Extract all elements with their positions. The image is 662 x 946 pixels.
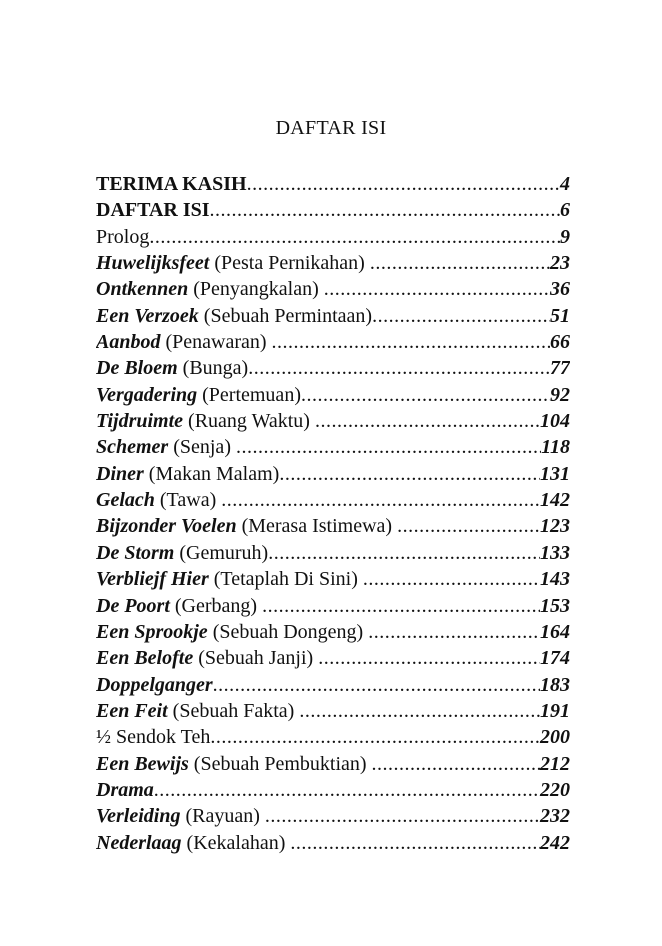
toc-entry-title: Een Sprookje [96, 620, 208, 643]
dot-leader [324, 276, 550, 302]
dot-leader [221, 487, 540, 513]
toc-entry [96, 329, 570, 355]
toc-entry-page-number: 232 [540, 805, 570, 828]
toc-entry-subtitle: (Gerbang) [169, 594, 263, 617]
toc-entry-page-number: 36 [550, 278, 570, 301]
toc-entry-subtitle: (Makan Malam) [143, 462, 280, 485]
toc-entry [96, 751, 570, 777]
toc-entry-title-group [96, 276, 324, 302]
page-title: DAFTAR ISI [275, 117, 387, 139]
dot-leader [370, 250, 550, 276]
toc-entry [96, 803, 570, 829]
toc-entry-page-number: 212 [540, 752, 570, 775]
toc-entry-subtitle: (Tetaplah Di Sini) [208, 568, 363, 591]
toc-entry-title-group [96, 540, 268, 566]
toc-entry-title-group [96, 698, 299, 724]
toc-entry-title: TERIMA KASIH [96, 173, 247, 195]
toc-entry-title-group [96, 645, 318, 671]
toc-entry-title: Gelach [96, 489, 155, 512]
toc-entry-subtitle: (Penawaran) [160, 331, 272, 354]
dot-leader [290, 830, 540, 856]
dot-leader [262, 593, 540, 619]
toc-entry-subtitle: (Rayuan) [180, 805, 265, 828]
toc-entry-title: De Poort [96, 594, 170, 617]
dot-leader [213, 672, 540, 698]
toc-entry-title-group [96, 355, 248, 381]
dot-leader [268, 540, 540, 566]
toc-entry-title-group [96, 513, 397, 539]
toc-entry [96, 672, 570, 698]
toc-entry-page-number: 4 [560, 173, 570, 195]
toc-entry-title: Schemer [96, 436, 169, 459]
toc-entry-subtitle: (Sebuah Dongeng) [207, 620, 369, 643]
dot-leader [149, 224, 560, 250]
toc-entry-title-group [96, 619, 368, 645]
dot-leader [247, 171, 560, 197]
toc-entry-title-group [96, 408, 315, 434]
toc-entry-title-group [96, 487, 221, 513]
toc-entry-title: Aanbod [96, 331, 161, 354]
toc-entry [96, 830, 570, 856]
dot-leader [372, 751, 540, 777]
toc-entry-title-group [96, 171, 247, 197]
toc-entry [96, 171, 570, 197]
toc-entry-title-group [96, 434, 236, 460]
toc-entry-title-group [96, 329, 272, 355]
toc-entry-title: Diner [96, 462, 144, 485]
toc-entry [96, 276, 570, 302]
dot-leader [248, 355, 550, 381]
toc-entry-page-number: 133 [540, 541, 570, 564]
dot-leader [299, 698, 540, 724]
dot-leader [315, 408, 540, 434]
toc-entry-page-number: 131 [540, 462, 570, 485]
toc-entry [96, 224, 570, 250]
toc-entry [96, 408, 570, 434]
toc-entry-page-number: 164 [540, 620, 570, 643]
toc-entry [96, 777, 570, 803]
toc-entry-title: De Storm [96, 541, 175, 564]
toc-entry-title-group [96, 724, 210, 750]
toc-entry-subtitle: (Senja) [168, 436, 236, 459]
toc-entry-title-group [96, 566, 363, 592]
toc-entry-title: Een Feit [96, 699, 168, 722]
toc-entry-title-group [96, 303, 372, 329]
toc-entry-page-number: 77 [550, 357, 570, 380]
toc-entry-subtitle: (Merasa Istimewa) [236, 515, 398, 538]
dot-leader [236, 434, 541, 460]
toc-entry [96, 619, 570, 645]
dot-leader [301, 382, 550, 408]
toc-entry-page-number: 191 [540, 699, 570, 722]
toc-entry [96, 645, 570, 671]
toc-entry-page-number: 23 [550, 252, 570, 275]
toc-entry-title: Ontkennen [96, 278, 189, 301]
toc-entry [96, 487, 570, 513]
toc-entry-subtitle: (Tawa) [154, 489, 222, 512]
dot-leader [279, 461, 540, 487]
toc-entry-page-number: 142 [540, 489, 570, 512]
toc-entry-subtitle: (Sebuah Permintaan) [198, 304, 373, 327]
toc-entry-title: Tijdruimte [96, 410, 184, 433]
toc-entry [96, 566, 570, 592]
dot-leader [210, 197, 560, 223]
toc-entry-subtitle: (Pesta Pernikahan) [209, 252, 370, 275]
toc-entry-page-number: 174 [540, 647, 570, 670]
toc-entry-page-number: 143 [540, 568, 570, 591]
toc-entry-title: Drama [96, 778, 154, 801]
toc-entry [96, 382, 570, 408]
dot-leader [210, 724, 540, 750]
toc-entry-page-number: 9 [560, 225, 570, 248]
toc-entry-title-group [96, 250, 370, 276]
toc-entry [96, 461, 570, 487]
toc-entry-page-number: 92 [550, 383, 570, 406]
toc-entry-page-number: 104 [540, 410, 570, 433]
toc-entry [96, 197, 570, 223]
toc-entry [96, 698, 570, 724]
toc-entry [96, 724, 570, 750]
toc-entry-subtitle: (Sebuah Pembuktian) [188, 752, 372, 775]
toc-entry-title: Prolog [96, 225, 150, 248]
toc-entry-page-number: 51 [550, 304, 570, 327]
toc-entry-title: Bijzonder Voelen [96, 515, 237, 538]
toc-entry-title-group [96, 672, 213, 698]
toc-entry-title-group [96, 777, 154, 803]
toc-entry-title: Een Verzoek [96, 304, 199, 327]
toc-entry-title: Nederlaag [96, 831, 182, 854]
toc-entry-page-number: 242 [540, 831, 570, 854]
toc-entry [96, 434, 570, 460]
toc-entry-title: Doppelganger [96, 673, 213, 696]
toc-entry-title-group [96, 197, 210, 223]
toc-entry-title: Vergadering [96, 383, 198, 406]
dot-leader [318, 645, 540, 671]
dot-leader [272, 329, 550, 355]
toc-entry-title: Huwelijksfeet [96, 252, 210, 275]
toc-entry-title-group [96, 830, 290, 856]
dot-leader [372, 303, 550, 329]
toc-entry-page-number: 183 [540, 673, 570, 696]
toc-entry-page-number: 6 [560, 199, 570, 222]
toc-entry-subtitle: (Bunga) [177, 357, 249, 380]
toc-entry-subtitle: (Penyangkalan) [188, 278, 324, 301]
toc-entry-page-number: 123 [540, 515, 570, 538]
toc-entry-title-group [96, 461, 279, 487]
toc-entry-title-group [96, 382, 301, 408]
dot-leader [154, 777, 540, 803]
toc-entry-title: Verbliejf Hier [96, 568, 209, 591]
table-of-contents [96, 171, 570, 856]
toc-entry-page-number: 220 [540, 778, 570, 801]
toc-entry-title: De Bloem [96, 357, 178, 380]
dot-leader [363, 566, 540, 592]
toc-entry-title: Verleiding [96, 805, 181, 828]
toc-entry-subtitle: (Gemuruh) [174, 541, 269, 564]
toc-entry-title-group [96, 224, 149, 250]
dot-leader [397, 513, 540, 539]
toc-entry-title: DAFTAR ISI [96, 199, 210, 222]
toc-entry [96, 540, 570, 566]
dot-leader [265, 803, 540, 829]
toc-entry [96, 303, 570, 329]
toc-entry-title: ½ Sendok Teh [96, 726, 211, 749]
toc-entry-page-number: 118 [541, 436, 570, 459]
toc-entry [96, 355, 570, 381]
toc-entry-subtitle: (Sebuah Janji) [193, 647, 319, 670]
toc-entry-page-number: 153 [540, 594, 570, 617]
dot-leader [368, 619, 540, 645]
toc-entry [96, 593, 570, 619]
toc-entry-title-group [96, 593, 262, 619]
toc-entry-subtitle: (Kekalahan) [181, 831, 291, 854]
toc-entry-title-group [96, 803, 265, 829]
toc-entry-title-group [96, 751, 372, 777]
toc-entry-page-number: 66 [550, 331, 570, 354]
toc-entry-title: Een Bewijs [96, 752, 189, 775]
toc-entry-page-number: 200 [540, 726, 570, 749]
toc-entry [96, 250, 570, 276]
toc-entry-subtitle: (Pertemuan) [197, 383, 301, 406]
toc-entry-subtitle: (Ruang Waktu) [183, 410, 315, 433]
toc-entry [96, 513, 570, 539]
toc-entry-title: Een Belofte [96, 647, 194, 670]
toc-entry-subtitle: (Sebuah Fakta) [167, 699, 300, 722]
